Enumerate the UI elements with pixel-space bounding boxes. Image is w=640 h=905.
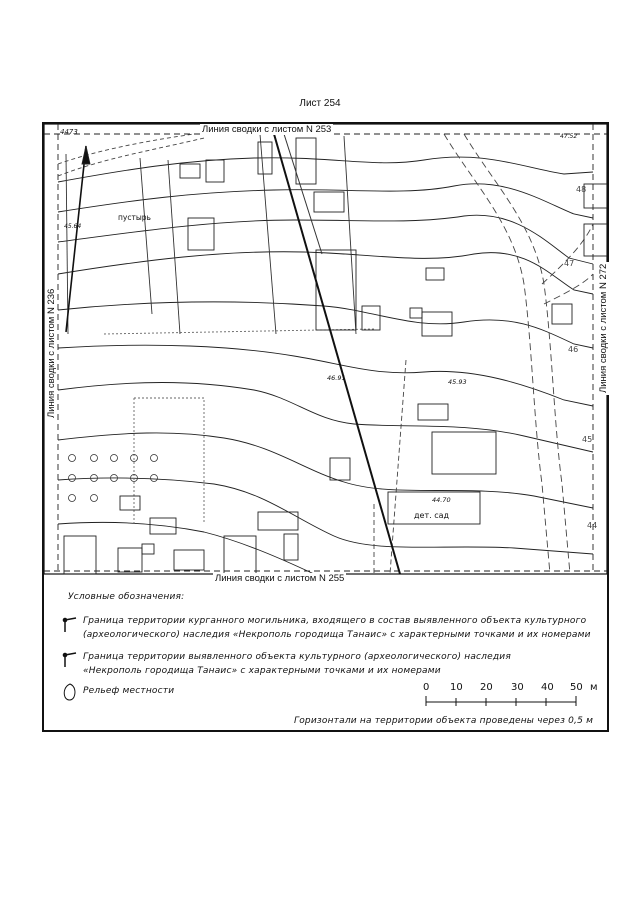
building <box>296 138 316 184</box>
tree <box>69 495 76 502</box>
scale-bar <box>424 694 584 708</box>
building <box>362 306 380 330</box>
contour-line <box>58 433 593 508</box>
scale-tick-label: 50 <box>570 682 583 693</box>
legend-item1-line1: Граница территории курганного могильника, входящего в состав выявленного объекта культурного <box>83 616 587 626</box>
parcel-line <box>260 134 276 334</box>
elevation-label: 47.52 <box>560 133 578 140</box>
building <box>142 544 154 554</box>
scale-tick-label: 20 <box>480 682 493 693</box>
building <box>426 268 444 280</box>
contour-line <box>58 215 593 264</box>
flag-point-icon <box>60 651 78 669</box>
building <box>206 160 224 182</box>
north-arrow-head <box>82 146 90 164</box>
building <box>284 534 298 560</box>
road-edge <box>544 274 593 304</box>
track <box>58 134 194 164</box>
building <box>174 550 204 570</box>
legend-title: Условные обозначения: <box>68 592 185 602</box>
parcel-line <box>168 160 180 334</box>
building <box>432 432 496 474</box>
tree <box>91 455 98 462</box>
building <box>188 218 214 250</box>
building <box>224 536 256 576</box>
contour-line <box>58 383 593 453</box>
contour-line <box>58 345 593 406</box>
scale-tick-label: 40 <box>541 682 554 693</box>
building <box>64 536 96 574</box>
relief-icon <box>62 682 78 702</box>
building <box>418 404 448 420</box>
edge-label-top: Линия сводки с листом N 253 <box>202 124 332 135</box>
wasteland-label: пустырь <box>118 213 151 222</box>
flag-point-icon <box>60 616 78 634</box>
edge-label-bottom: Линия сводки с листом N 255 <box>215 573 345 584</box>
edge-label-right: Линия сводки с листом N 272 <box>598 263 609 393</box>
parcel-line <box>140 158 152 314</box>
elevation-label: 45.64 <box>64 223 82 230</box>
building <box>316 250 356 330</box>
building <box>314 192 344 212</box>
tree <box>91 495 98 502</box>
contour-label: 44 <box>587 521 598 530</box>
map-border <box>44 124 607 574</box>
north-label: 4473 <box>60 128 78 136</box>
legend-item3: Рельеф местности <box>83 686 175 696</box>
tree <box>151 475 158 482</box>
building <box>410 308 422 318</box>
legend-item2-line1: Граница территории выявленного объекта культурного (археологического) наследия <box>83 652 511 662</box>
contour-label: 48 <box>576 185 587 194</box>
elevation-label: 46.91 <box>327 374 346 382</box>
tree <box>111 455 118 462</box>
parcel-line <box>390 360 406 574</box>
contour-note: Горизонтали на территории объекта проведены через 0,5 м <box>294 716 594 726</box>
heritage-boundary <box>274 134 400 574</box>
parcel-line <box>134 398 204 524</box>
elevation-label: 44.70 <box>432 496 451 504</box>
road-edge <box>444 134 550 574</box>
building <box>120 496 140 510</box>
parcel-line <box>66 154 68 334</box>
building <box>180 164 200 178</box>
contour-line <box>58 252 593 294</box>
scale-unit: м <box>590 682 598 693</box>
sheet-title: Лист 254 <box>299 98 341 109</box>
parcel-line <box>344 136 356 334</box>
building <box>584 224 607 256</box>
scale-tick-label: 0 <box>423 682 430 693</box>
tree <box>69 455 76 462</box>
tree <box>151 455 158 462</box>
contour-label: 45 <box>582 435 593 444</box>
legend-item1-line2: (археологического) наследия «Некрополь городища Танаис» с характерными точками и их номерами <box>83 630 591 640</box>
elevation-label: 45.93 <box>448 378 467 386</box>
building <box>258 512 298 530</box>
road-edge <box>542 224 593 284</box>
tree <box>69 475 76 482</box>
building <box>118 548 142 572</box>
building <box>552 304 572 324</box>
kindergarten-label: дет. сад <box>414 511 450 520</box>
scale-tick-label: 30 <box>511 682 524 693</box>
contour-line <box>58 478 593 554</box>
contour-line <box>58 157 593 182</box>
building <box>584 184 607 208</box>
contour-label: 46 <box>568 345 579 354</box>
building <box>330 458 350 480</box>
contour-label: 47 <box>564 259 575 268</box>
edge-label-left: Линия сводки с листом N 236 <box>46 288 57 418</box>
legend-item2-line2: «Некрополь городища Танаис» с характерными точками и их номерами <box>83 666 441 676</box>
scale-tick-label: 10 <box>450 682 463 693</box>
map-drawing <box>44 124 607 578</box>
contour-line <box>58 302 593 348</box>
